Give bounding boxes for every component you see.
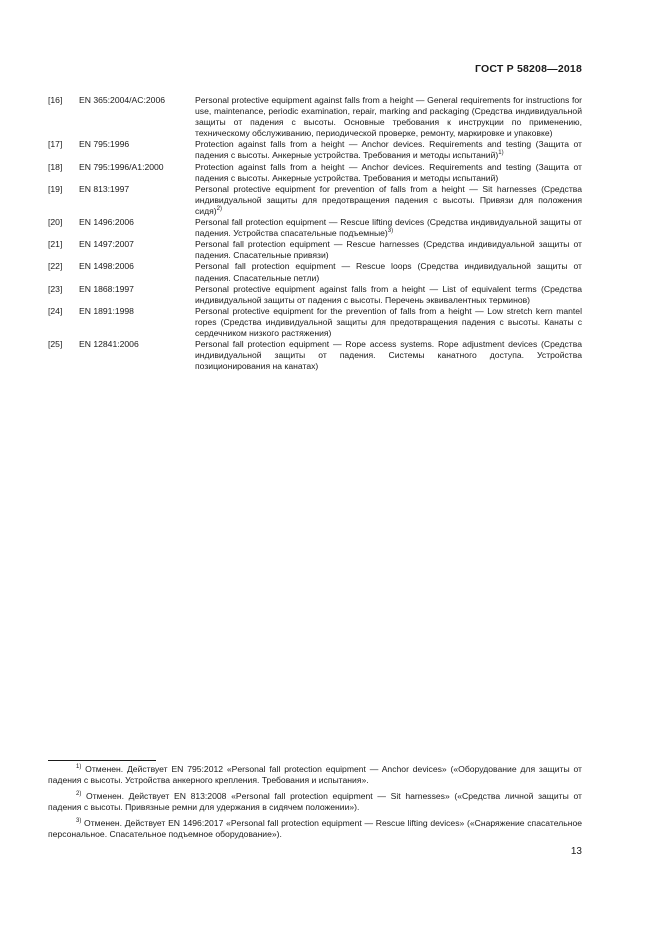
reference-code: EN 12841:2006 <box>79 339 139 350</box>
reference-title: Protection against falls from a height — Anchor devices. Requirements and testing (Защита от падения с высоты. Анкерные устройства. Требования и методы испытаний)$^{1)}$ <box>195 139 582 161</box>
reference-item <box>48 162 582 184</box>
reference-item <box>48 261 582 283</box>
reference-title: Protection against falls from a height — Anchor devices. Requirements and testing (Защита от падения с высоты. Анкерные устройства. Требования и методы испытаний) <box>195 161 582 183</box>
reference-number: [23] <box>48 283 63 294</box>
reference-item <box>48 95 582 139</box>
reference-title: Personal protective equipment for prevention of falls from a height — Sit harnesses (Средства индивидуальной защиты для предотвращения падения с высоты. Привязи для положения сидя)$^{2)}$ <box>195 183 582 216</box>
footnote-divider <box>48 760 156 761</box>
reference-code: EN 1868:1997 <box>79 283 134 294</box>
footnote: $^{1)}$ Отменен. Действует EN 795:2012 «Personal fall protection equipment — Anchor devices» («Оборудование для защиты от падения с высоты. Устройства анкерного крепления. Требования и испытания». <box>48 764 582 786</box>
reference-number: [24] <box>48 305 63 316</box>
reference-code: EN 1891:1998 <box>79 305 134 316</box>
footnote-marker: 2) <box>216 206 222 213</box>
reference-code: EN 795:1996 <box>79 139 130 150</box>
footnote-mark: 3) <box>76 818 82 825</box>
reference-list <box>48 95 582 372</box>
reference-item <box>48 239 582 261</box>
footnote-marker: 1) <box>498 150 504 157</box>
reference-item <box>48 306 582 339</box>
reference-number: [21] <box>48 239 63 250</box>
footnote-mark: 2) <box>76 791 82 798</box>
reference-code: EN 1498:2006 <box>79 261 134 272</box>
reference-number: [25] <box>48 339 63 350</box>
reference-title: Personal fall protection equipment — Rescue harnesses (Средства индивидуальной защиты от падения. Спасательные привязи) <box>195 239 582 261</box>
reference-item <box>48 184 582 217</box>
reference-number: [17] <box>48 139 63 150</box>
reference-code: EN 1497:2007 <box>79 239 134 250</box>
reference-title: Personal protective equipment against falls from a height — List of equivalent terms (Средства индивидуальной защиты от падения с высоты. Перечень эквивалентных терминов) <box>195 283 582 305</box>
reference-title: Personal protective equipment for the prevention of falls from a height — Low stretch kern mantel ropes (Средства индивидуальной защиты для предотвращения падения с высоты. Канаты с сердечником низкого растяжения) <box>195 305 582 338</box>
reference-item <box>48 217 582 239</box>
reference-item <box>48 339 582 372</box>
footnote-marker: 3) <box>387 228 394 235</box>
reference-item <box>48 139 582 161</box>
reference-number: [22] <box>48 261 63 272</box>
reference-code: EN 365:2004/AC:2006 <box>79 95 166 105</box>
reference-code: EN 1496:2006 <box>79 217 134 228</box>
reference-title: Personal fall protection equipment — Rescue loops (Средства индивидуальной защиты от падения. Спасательные петли) <box>195 261 582 283</box>
reference-number: [20] <box>48 217 63 228</box>
reference-title: Personal fall protection equipment — Rescue lifting devices (Средства индивидуальной защиты от падения. Устройства спасательные подъемные)$^{3)}$ <box>195 217 582 239</box>
reference-number: [18] <box>48 161 63 172</box>
reference-code: EN 795:1996/A1:2000 <box>79 161 164 172</box>
document-header: ГОСТ Р 58208—2018 <box>474 63 582 75</box>
reference-code: EN 813:1997 <box>79 183 130 194</box>
reference-title: Personal protective equipment against falls from a height — General requirements for instructions for use, maintenance, periodic examination, repair, marking and packaging (Средства индивидуальной защиты от падения с высоты. Основные требования к инструкции по применению, техническому обслуживанию, периодической проверке, ремонту, маркировке и упаковке) <box>195 95 582 139</box>
reference-item <box>48 284 582 306</box>
footnote-mark: 1) <box>76 764 82 771</box>
footnote: $^{3)}$ Отменен. Действует EN 1496:2017 «Personal fall protection equipment — Rescue lifting devices» («Снаряжение спасательное персональное. Спасательное подъемное оборудование»). <box>48 818 582 840</box>
reference-title: Personal fall protection equipment — Rope access systems. Rope adjustment devices (Средства индивидуальной защиты от падения. Системы канатного доступа. Устройства позиционирования на канатах) <box>195 339 582 372</box>
footnote: $^{2)}$ Отменен. Действует EN 813:2008 «Personal fall protection equipment — Sit harnesses» («Средства личной защиты от падения с высоты. Привязные ремни для удержания в сидячем положении»). <box>48 791 582 813</box>
footnotes <box>48 764 582 846</box>
reference-number: [16] <box>48 95 63 105</box>
reference-number: [19] <box>48 183 63 194</box>
page-number: 13 <box>570 846 582 857</box>
